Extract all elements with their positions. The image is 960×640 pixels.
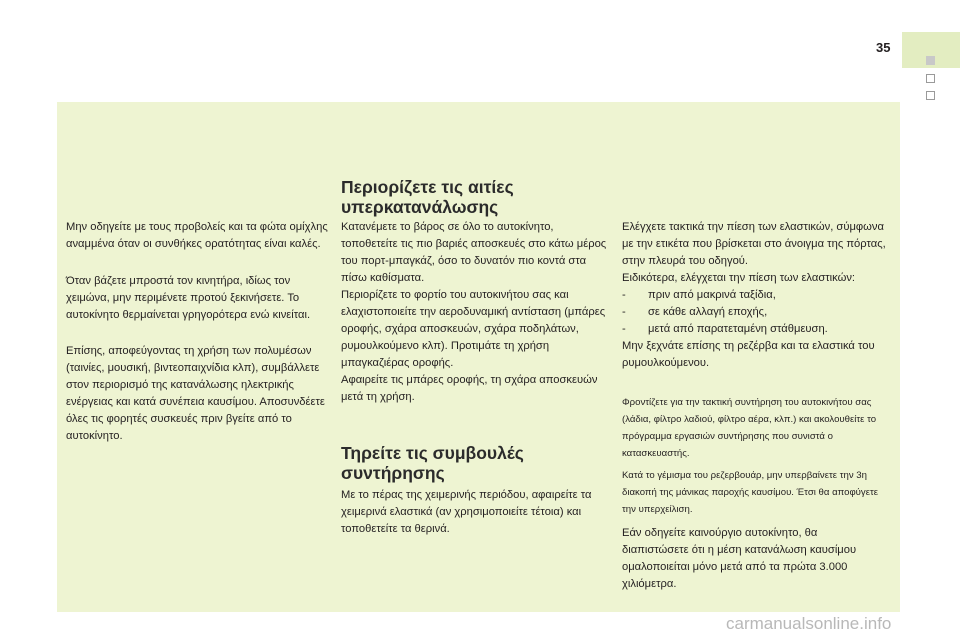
paragraph: Κατανέμετε το βάρος σε όλο το αυτοκίνητο, τοποθετείτε τις πιο βαριές αποσκευές στο κάτω μέρος του πορτ-μπαγκάζ, όσο το δυνατόν πιο κοντά στα πίσω καθίσματα. (341, 221, 607, 284)
watermark: carmanualsonline.info (726, 614, 892, 633)
paragraph: Μην ξεχνάτε επίσης τη ρεζέρβα και τα ελαστικά του ρυμουλκούμενου. (622, 340, 875, 369)
paragraph: Όταν βάζετε μπροστά τον κινητήρα, ιδίως τον χειμώνα, μην περιμένετε προτού ξεκινήσετε. Το αυτοκίνητο θερμαίνεται γρηγορότερα ενώ κινείται. (66, 275, 311, 321)
paragraph: Ειδικότερα, ελέγχεται την πίεση των ελαστικών: (622, 272, 856, 284)
heading-line: Περιορίζετε τις αιτίες (341, 177, 514, 197)
paragraph: Εάν οδηγείτε καινούργιο αυτοκίνητο, θα διαπιστώσετε ότι η μέση κατανάλωση καυσίμου ομαλοποιείται μόνο μετά από τα πρώτα 3.000 χιλιόμετρα. (622, 527, 857, 590)
maintenance-note: Φροντίζετε για την τακτική συντήρηση του αυτοκινήτου σας (λάδια, φίλτρο λαδιού, φίλτρο αέρα, κλπ.) και ακολουθείτε το πρόγραμμα εργασιών συντήρησης που συνιστά ο κατασκευαστής. (622, 397, 877, 459)
column-middle-lower (341, 487, 607, 538)
list-item-text: πριν από μακρινά ταξίδια, (648, 289, 776, 301)
page-indicator-filled (926, 56, 935, 65)
paragraph: Ελέγχετε τακτικά την πίεση των ελαστικών, σύμφωνα με την ετικέτα που βρίσκεται στο άνοιγμα της πόρτας, στην πλευρά του οδηγού. (622, 221, 886, 267)
page-number: 35 (876, 40, 891, 55)
paragraph: Με το πέρας της χειμερινής περιόδου, αφαιρείτε τα χειμερινά ελαστικά (αν χρησιμοποιείτε τέτοια) και τοποθετείτε τα θερινά. (341, 489, 592, 535)
heading-line: συντήρησης (341, 463, 445, 483)
page-indicator-empty (926, 91, 935, 100)
section-heading (341, 443, 524, 483)
heading-line: υπερκατανάλωσης (341, 197, 499, 217)
refuel-note: Κατά το γέμισμα του ρεζερβουάρ, μην υπερβαίνετε την 3η διακοπή της μάνικας παροχής καυσίμου. Έτσι θα αποφύγετε την υπερχείλιση. (622, 470, 879, 515)
column-left (66, 219, 328, 445)
column-right (622, 219, 887, 593)
list-item (622, 321, 887, 338)
list-item (622, 287, 887, 304)
paragraph: Περιορίζετε το φορτίο του αυτοκινήτου σας και ελαχιστοποιείτε την αεροδυναμική αντίσταση (μπάρες οροφής, σχάρα αποσκευών, σχάρα ποδηλάτων, ρυμουλκούμενο κλπ). Προτιμάτε τη χρήση μπαγκαζιέρας οροφής. (341, 289, 606, 369)
paragraph: Μην οδηγείτε με τους προβολείς και τα φώτα ομίχλης αναμμένα όταν οι συνθήκες ορατότητας είναι καλές. (66, 221, 328, 250)
list-dash: - (622, 306, 626, 318)
list-item-text: σε κάθε αλλαγή εποχής, (648, 306, 768, 318)
section-heading (341, 177, 514, 217)
paragraph: Επίσης, αποφεύγοντας τη χρήση των πολυμέσων (ταινίες, μουσική, βιντεοπαιχνίδια κλπ), συμβάλλετε στον περιορισμό της κατανάλωσης ηλεκτρικής ενέργειας και κατά συνέπεια καυσίμου. Αποσυνδέετε όλες τις φορητές συσκευές πριν βγείτε από το αυτοκίνητο. (66, 345, 325, 442)
list-item-text: μετά από παρατεταμένη στάθμευση. (648, 323, 828, 335)
paragraph: Αφαιρείτε τις μπάρες οροφής, τη σχάρα αποσκευών μετά τη χρήση. (341, 374, 598, 403)
page-indicator-empty (926, 74, 935, 83)
column-middle (341, 219, 607, 406)
heading-line: Τηρείτε τις συμβουλές (341, 443, 524, 463)
list-dash: - (622, 289, 626, 301)
list-item (622, 304, 887, 321)
list-dash: - (622, 323, 626, 335)
